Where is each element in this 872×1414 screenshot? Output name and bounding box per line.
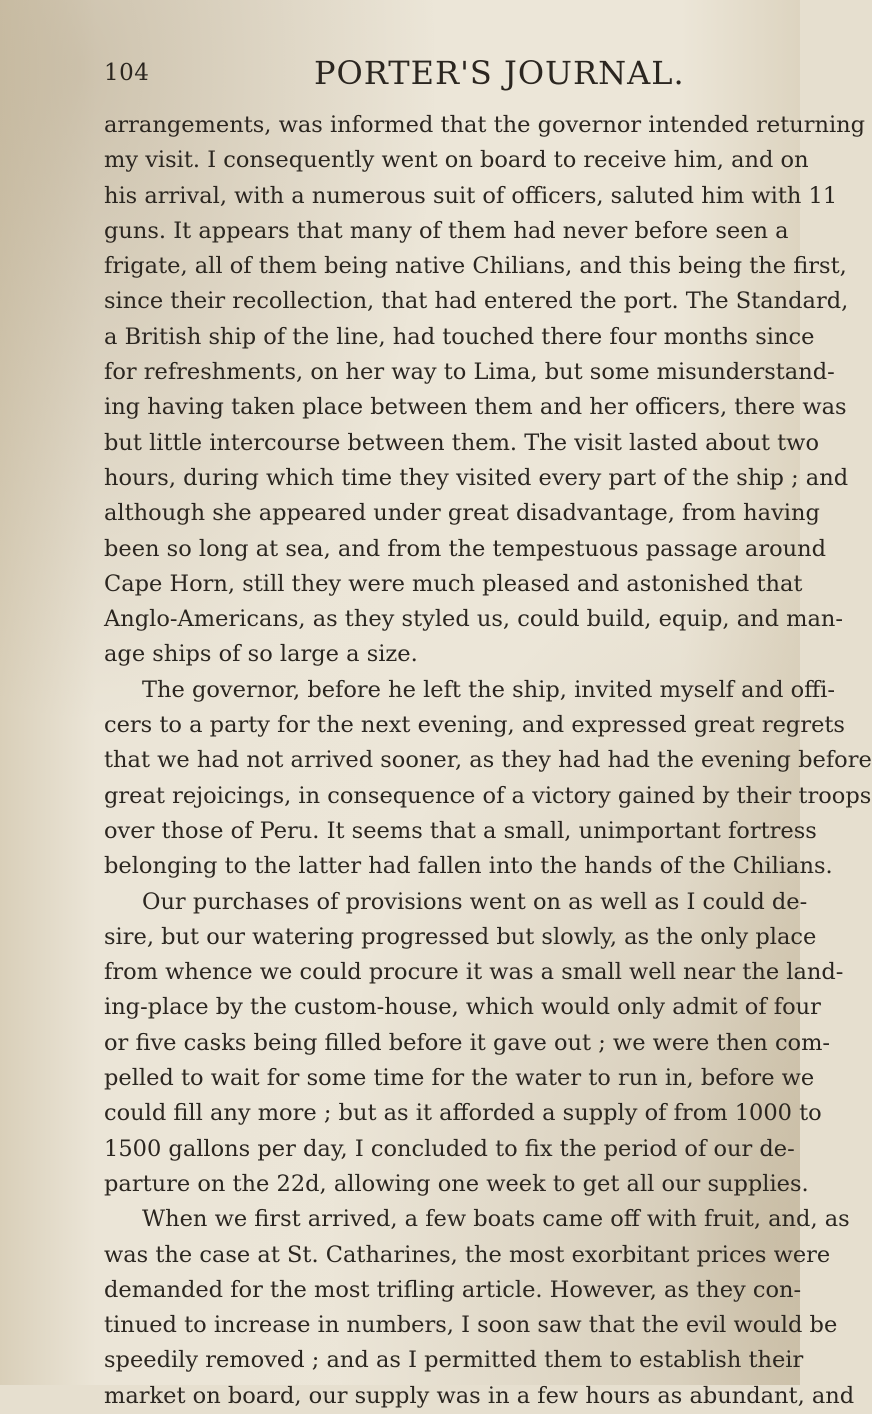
text-line: tinued to increase in numbers, I soon saw that the evil would be <box>104 1312 838 1339</box>
text-line: sire, but our watering progressed but slowly, as the only place <box>104 923 817 950</box>
text-line: since their recollection, that had entered the port. The Standard, <box>104 288 849 315</box>
text-line: parture on the 22d, allowing one week to get all our supplies. <box>104 1170 809 1197</box>
text-line: hours, during which time they visited every part of the ship ; and <box>104 464 849 491</box>
text-line: or five casks being filled before it gave out ; we were then com- <box>104 1029 831 1056</box>
text-line: ing having taken place between them and her officers, there was <box>104 394 847 421</box>
text-line: my visit. I consequently went on board to receive him, and on <box>104 147 809 174</box>
text-line: demanded for the most trifling article. However, as they con- <box>104 1276 802 1303</box>
page-header <box>104 54 724 94</box>
text-line: belonging to the latter had fallen into the hands of the Chilians. <box>104 853 833 880</box>
text-line: been so long at sea, and from the tempestuous passage around <box>104 535 826 562</box>
text-line: for refreshments, on her way to Lima, but some misunderstand- <box>104 359 835 386</box>
text-line: could fill any more ; but as it afforded a supply of from 1000 to <box>104 1100 822 1127</box>
text-line: guns. It appears that many of them had never before seen a <box>104 217 789 244</box>
text-line: Anglo-Americans, as they styled us, could build, equip, and man- <box>104 606 844 633</box>
page-number: 104 <box>104 60 150 86</box>
text-line: frigate, all of them being native Chilians, and this being the first, <box>104 253 847 280</box>
text-line: that we had not arrived sooner, as they had had the evening before <box>104 747 872 774</box>
paragraph-start-line: Our purchases of provisions went on as well as I could de- <box>142 888 808 915</box>
text-line: was the case at St. Catharines, the most exorbitant prices were <box>104 1241 831 1268</box>
paragraph-start-line: The governor, before he left the ship, invited myself and offi- <box>142 676 835 703</box>
text-line: speedily removed ; and as I permitted them to establish their <box>104 1347 804 1374</box>
paragraph-start-line: When we first arrived, a few boats came off with fruit, and, as <box>142 1206 850 1233</box>
text-line: although she appeared under great disadvantage, from having <box>104 500 820 527</box>
text-line: arrangements, was informed that the governor intended returning <box>104 112 866 138</box>
text-line: market on board, our supply was in a few hours as abundant, and <box>104 1382 855 1409</box>
text-line: great rejoicings, in consequence of a victory gained by their troops <box>104 782 872 809</box>
text-line: over those of Peru. It seems that a small, unimportant fortress <box>104 817 817 844</box>
body-text <box>104 108 872 1414</box>
text-line: from whence we could procure it was a small well near the land- <box>104 959 844 986</box>
text-line: ing-place by the custom-house, which would only admit of four <box>104 994 821 1021</box>
text-line: a British ship of the line, had touched there four months since <box>104 323 815 350</box>
text-line: 1500 gallons per day, I concluded to fix the period of our de- <box>104 1135 795 1162</box>
text-line: age ships of so large a size. <box>104 641 418 668</box>
text-line: cers to a party for the next evening, and expressed great regrets <box>104 712 845 739</box>
text-line: Cape Horn, still they were much pleased and astonished that <box>104 570 803 597</box>
text-line: his arrival, with a numerous suit of officers, saluted him with 11 <box>104 182 838 209</box>
text-line: but little intercourse between them. The visit lasted about two <box>104 429 819 456</box>
running-head: PORTER'S JOURNAL. <box>314 54 685 92</box>
text-line: pelled to wait for some time for the water to run in, before we <box>104 1065 815 1092</box>
